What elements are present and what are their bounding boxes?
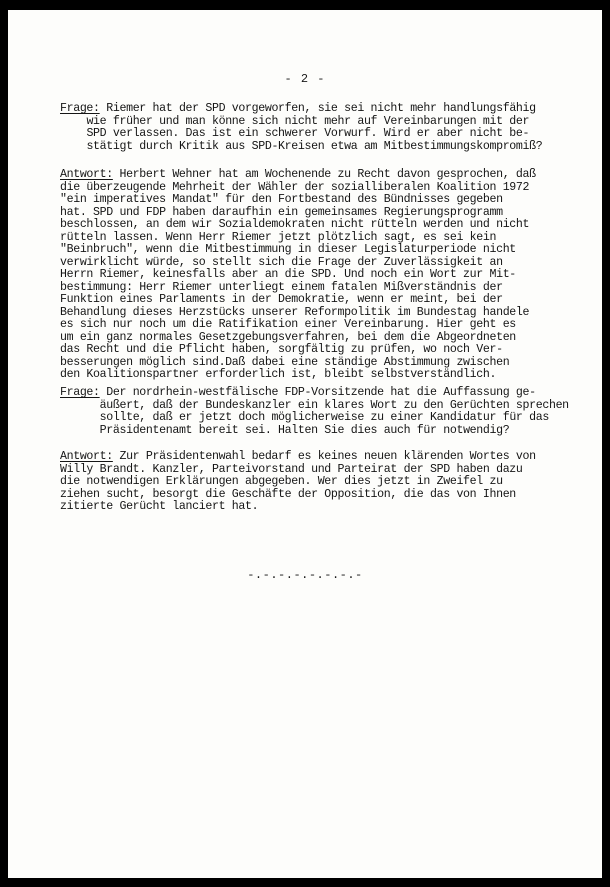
answer-line: Funktion eines Parlaments in der Demokratie, wenn er meint, bei der [60, 293, 503, 306]
answer-block-2 [60, 451, 590, 514]
answer-label: Antwort: [60, 450, 113, 463]
answer-line: Zur Präsidentenwahl bedarf es keines neuen klärenden Wortes von [112, 450, 536, 463]
answer-line: verwirklicht würde, so stellt sich die Frage der Zuverlässigkeit an [60, 255, 503, 269]
end-separator: -.-.-.-.-.-.-.- [247, 568, 363, 582]
question-line: stätigt durch Kritik aus SPD-Kreisen etwa am Mitbestimmungskompromiß? [86, 139, 543, 153]
answer-line: rütteln lassen. Wenn Herr Riemer jetzt plötzlich sagt, es sei kein [60, 230, 497, 244]
answer-label: Antwort: [60, 168, 113, 181]
answer-line: es sich nur noch um die Ratifikation einer Vereinbarung. Hier geht es [60, 318, 516, 331]
question-line: Präsidentenamt bereit sei. Halten Sie dies auch für notwendig? [99, 423, 510, 437]
answer-line: die notwendigen Erklärungen abgegeben. Wer dies jetzt in Zweifel zu [60, 475, 503, 488]
answer-line: hat. SPD und FDP haben daraufhin ein gemeinsames Regierungsprogramm [60, 205, 503, 219]
answer-line: das Recht und die Pflicht haben, sorgfältig zu prüfen, wo noch Ver- [60, 343, 503, 356]
question-block-2 [60, 387, 590, 437]
page-number: - 2 - [284, 72, 326, 86]
question-line: wie früher und man könne sich nicht mehr auf Vereinbarungen mit der [86, 114, 530, 128]
answer-line: ziehen sucht, besorgt die Geschäfte der Opposition, die das von Ihnen [60, 487, 516, 501]
question-line: SPD verlassen. Das ist ein schwerer Vorwurf. Wird er aber nicht be- [86, 127, 530, 140]
answer-line: Willy Brandt. Kanzler, Parteivorstand und Parteirat der SPD haben dazu [60, 462, 523, 476]
answer-line: die überzeugende Mehrheit der Wähler der sozialliberalen Koalition 1972 [60, 180, 530, 194]
question-line: sollte, daß er jetzt doch möglicherweise zu einer Kandidatur für das [99, 411, 549, 424]
answer-line: "ein imperatives Mandat" für den Fortbestand des Bündnisses gegeben [60, 193, 503, 206]
answer-line: beschlossen, an dem wir Sozialdemokraten nicht rütteln werden und nicht [60, 218, 530, 231]
answer-line: bestimmung: Herr Riemer unterliegt einem fatalen Mißverständnis der [60, 280, 503, 294]
question-label: Frage: [60, 386, 100, 399]
answer-line: Herrn Riemer, keinesfalls aber an die SPD. Und noch ein Wort zur Mit- [60, 268, 516, 281]
answer-line: Behandlung dieses Herzstücks unserer Reformpolitik im Bundestag handele [60, 305, 530, 319]
question-line: äußert, daß der Bundeskanzler ein klares Wort zu den Gerüchten sprechen [99, 398, 569, 412]
answer-line: zitierte Gerücht lanciert hat. [60, 500, 259, 513]
answer-line: um ein ganz normales Gesetzgebungsverfahren, bei dem die Abgeordneten [60, 330, 516, 344]
answer-block-1 [60, 169, 590, 382]
question-line: Der nordrhein-westfälische FDP-Vorsitzende hat die Auffassung ge- [99, 386, 536, 399]
answer-line: besserungen möglich sind.Daß dabei eine ständige Abstimmung zwischen [60, 355, 510, 369]
answer-line: "Beinbruch", wenn die Mitbestimmung in dieser Legislaturperiode nicht [60, 243, 516, 256]
question-block-1 [60, 103, 590, 153]
answer-line: den Koalitionspartner erforderlich ist, bleibt selbstverständlich. [60, 368, 497, 381]
question-line: Riemer hat der SPD vorgeworfen, sie sei nicht mehr handlungsfähig [99, 102, 536, 115]
question-label: Frage: [60, 102, 100, 115]
document-page [8, 10, 602, 878]
answer-line: Herbert Wehner hat am Wochenende zu Recht davon gesprochen, daß [112, 168, 536, 181]
